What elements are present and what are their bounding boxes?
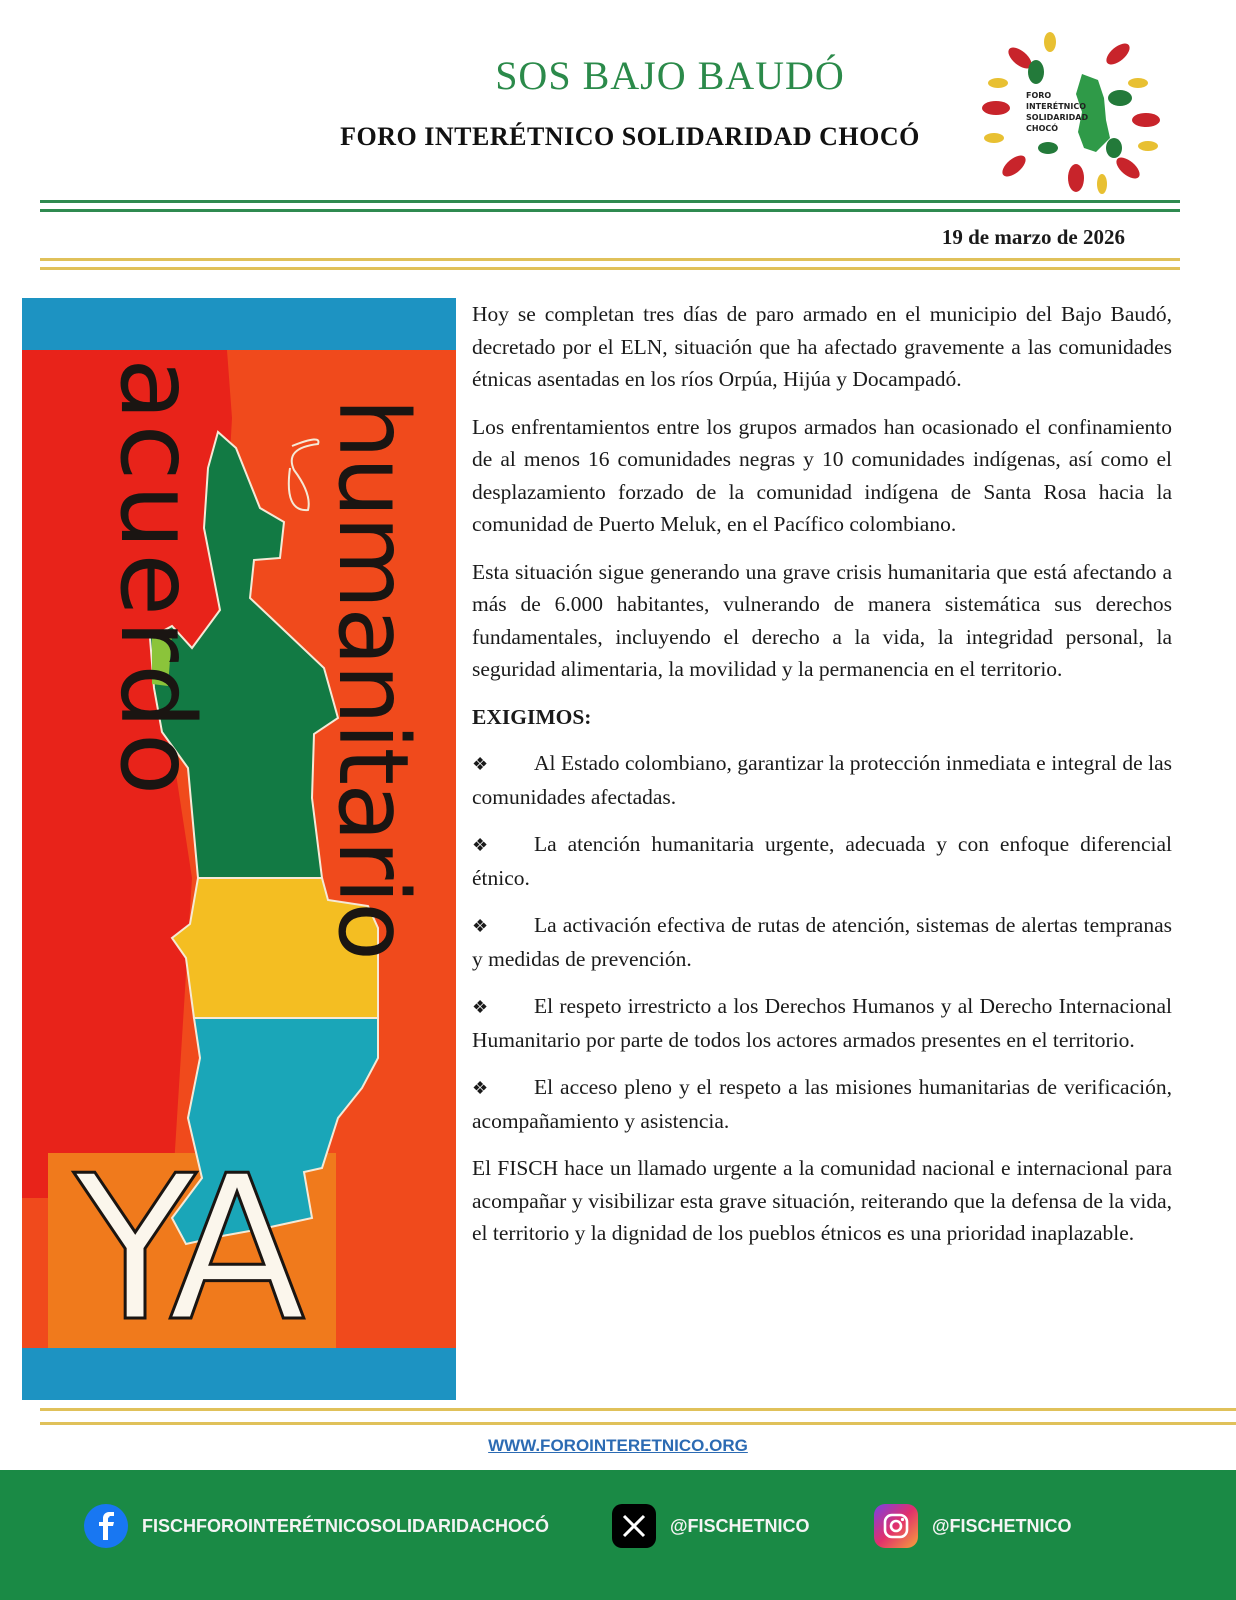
demand-item: ❖ La atención humanitaria urgente, adecuada y con enfoque diferencial étnico. [472,828,1172,894]
diamond-bullet-icon: ❖ [472,1078,489,1098]
divider-gold-bottom [40,267,1180,270]
website-link[interactable]: WWW.FOROINTERETNICO.ORG [488,1436,748,1455]
organization-logo [978,28,1178,198]
paragraph-closing: El FISCH hace un llamado urgente a la comunidad nacional e internacional para acompañar y visibilizar esta grave situación, reiterando que la defensa de la vida, el territorio y la dignidad de los pueblos étnicos es una prioridad inaplazable. [472,1156,1172,1245]
svg-text:YA: YA [74,1133,294,1366]
demand-item: ❖ La activación efectiva de rutas de atención, sistemas de alertas tempranas y medidas de prevención. [472,909,1172,975]
instagram-icon [874,1504,918,1548]
article-body [472,298,1172,1265]
demand-item: ❖ Al Estado colombiano, garantizar la protección inmediata e integral de las comunidades afectadas. [472,747,1172,813]
diamond-bullet-icon: ❖ [472,835,489,855]
organization-name: FORO INTERÉTNICO SOLIDARIDAD CHOCÓ [340,122,920,151]
svg-text:FORO: FORO [1026,91,1052,100]
demands-heading: EXIGIMOS: [472,704,592,729]
demand-item: ❖ El acceso pleno y el respeto a las misiones humanitarias de verificación, acompañamiento y asistencia. [472,1071,1172,1137]
demand-item: ❖ El respeto irrestricto a los Derechos Humanos y al Derecho Internacional Humanitario por parte de todos los actores armados presentes en el territorio. [472,990,1172,1056]
acuerdo-humanitario-banner-image [22,298,456,1400]
diamond-bullet-icon: ❖ [472,997,489,1017]
svg-text:INTERÉTNICO: INTERÉTNICO [1026,102,1087,111]
facebook-link[interactable]: FISCHFOROINTERÉTNICOSOLIDARIDACHOCÓ [84,1504,549,1548]
paragraph-crisis: Esta situación sigue generando una grave crisis humanitaria que está afectando a más de 6.000 habitantes, vulnerando de manera sistemática sus derechos fundamentales, incluyendo el derecho a la vida, la integridad personal, la seguridad alimentaria, la movilidad y la permanencia en el territorio. [472,559,1172,681]
x-link[interactable]: @FISCHETNICO [612,1504,810,1548]
svg-text:humanitario: humanitario [317,398,429,959]
diamond-bullet-icon: ❖ [472,916,489,936]
footer-divider-gold-top [40,1408,1236,1411]
diamond-bullet-icon: ❖ [472,754,489,774]
x-logo-icon [612,1504,656,1548]
svg-text:acuerdo: acuerdo [97,358,216,800]
svg-text:CHOCÓ: CHOCÓ [1026,124,1059,133]
paragraph-intro: Hoy se completan tres días de paro armado en el municipio del Bajo Baudó, decretado por el ELN, situación que ha afectado gravemente a las comunidades étnicas asentadas en los ríos Orpúa, Hijúa y Docampadó. [472,302,1172,391]
publication-date: 19 de marzo de 2026 [941,225,1125,249]
facebook-icon [84,1504,128,1548]
footer-social-bar [0,1470,1236,1600]
page-title: SOS BAJO BAUDÓ [495,53,845,98]
divider-green-bottom [40,209,1180,212]
footer-divider-gold-bottom [40,1422,1236,1425]
divider-gold-top [40,258,1180,261]
paragraph-confinement: Los enfrentamientos entre los grupos armados han ocasionado el confinamiento de al menos 16 comunidades negras y 10 comunidades indígenas, así como el desplazamiento forzado de la comunidad indígena de Santa Rosa hacia la comunidad de Puerto Meluk, en el Pacífico colombiano. [472,414,1172,536]
instagram-link[interactable]: @FISCHETNICO [874,1504,1072,1548]
divider-green-top [40,200,1180,203]
svg-text:SOLIDARIDAD: SOLIDARIDAD [1026,113,1089,122]
